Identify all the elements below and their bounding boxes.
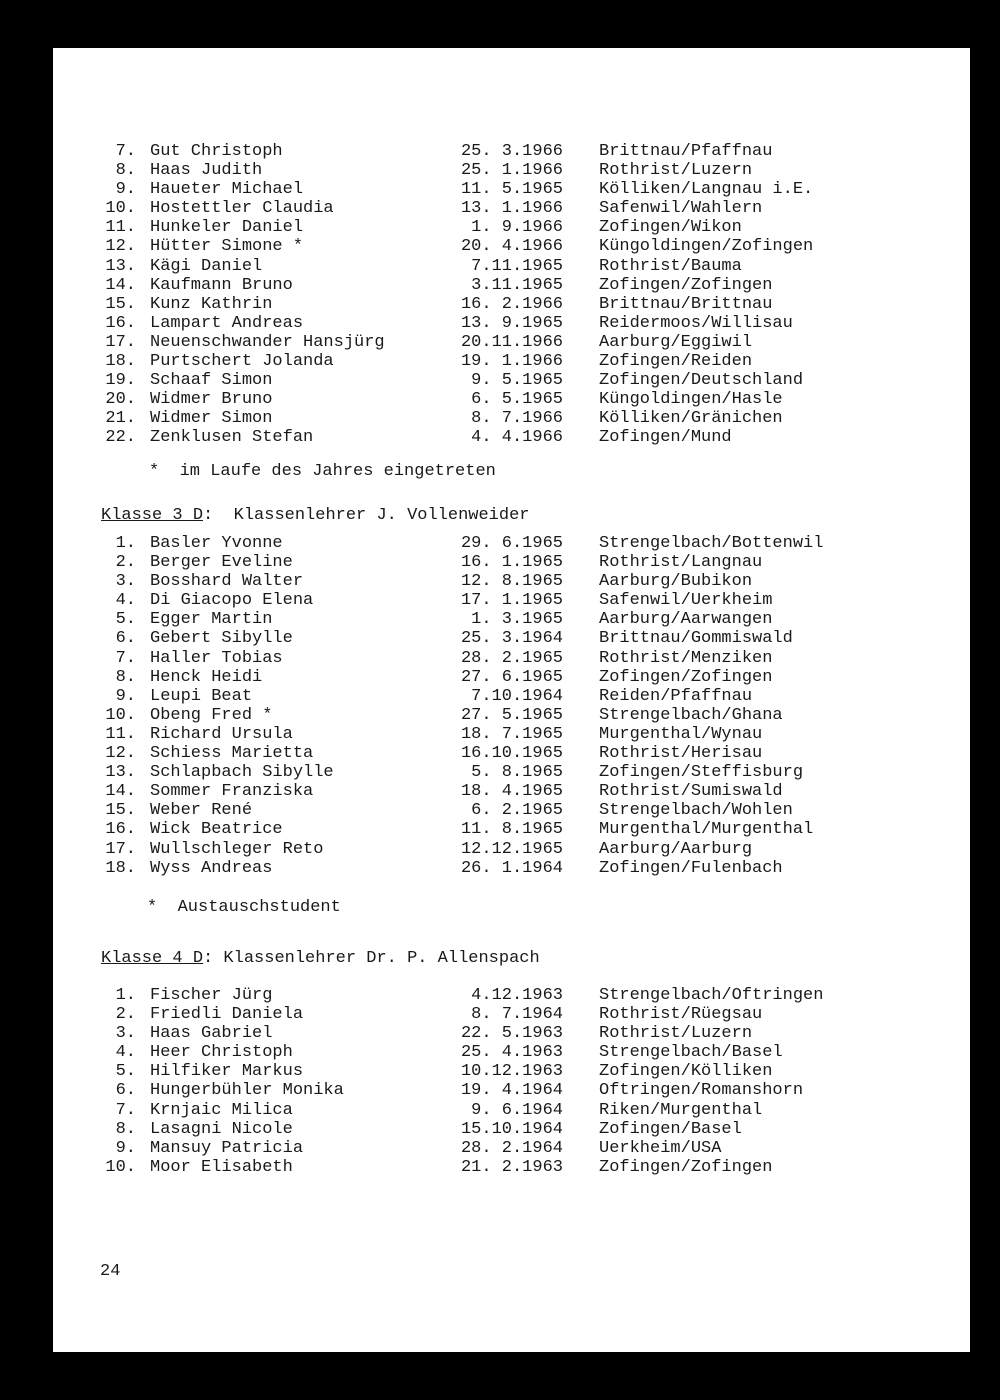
entry-name: Hostettler Claudia bbox=[150, 199, 334, 219]
entry-num: 8. bbox=[115, 161, 136, 181]
list-item bbox=[53, 572, 970, 591]
entry-num: 19. bbox=[105, 371, 136, 391]
entry-num: 2. bbox=[115, 553, 136, 573]
entry-name: Lampart Andreas bbox=[150, 313, 304, 333]
class-3d-list bbox=[53, 534, 970, 878]
document-page bbox=[53, 48, 970, 1352]
entry-num: 4. bbox=[115, 591, 136, 611]
list-item bbox=[53, 371, 970, 390]
footnote-joined: * im Laufe des Jahres eingetreten bbox=[149, 462, 496, 481]
entry-date: 16. 2.1966 bbox=[460, 294, 563, 314]
entry-date: 28. 2.1965 bbox=[460, 648, 563, 668]
entry-name: Richard Ursula bbox=[150, 724, 293, 744]
entry-name: Krnjaic Milica bbox=[150, 1100, 293, 1120]
entry-place: Rothrist/Rüegsau bbox=[599, 1005, 763, 1025]
entry-date: 21. 2.1963 bbox=[460, 1157, 563, 1177]
entry-date: 11. 8.1965 bbox=[460, 820, 563, 840]
entry-place: Rothrist/Menziken bbox=[599, 648, 773, 668]
entry-place: Küngoldingen/Hasle bbox=[599, 390, 783, 410]
entry-date: 19. 4.1964 bbox=[460, 1081, 563, 1101]
class-3d-heading bbox=[101, 506, 529, 525]
entry-name: Heer Christoph bbox=[150, 1043, 293, 1063]
entry-name: Lasagni Nicole bbox=[150, 1119, 293, 1139]
entry-place: Zofingen/Mund bbox=[599, 428, 732, 448]
entry-num: 7. bbox=[115, 1100, 136, 1120]
entry-place: Zofingen/Zofingen bbox=[599, 667, 773, 687]
entry-num: 18. bbox=[105, 352, 136, 372]
list-item bbox=[53, 333, 970, 352]
entry-date: 10.12.1963 bbox=[460, 1062, 563, 1082]
entry-num: 22. bbox=[105, 428, 136, 448]
entry-date: 20.11.1966 bbox=[460, 332, 563, 352]
entry-date: 8. 7.1966 bbox=[471, 409, 563, 429]
entry-name: Di Giacopo Elena bbox=[150, 591, 314, 611]
entry-name: Berger Eveline bbox=[150, 553, 293, 573]
list-item bbox=[53, 1005, 970, 1024]
entry-place: Zofingen/Steffisburg bbox=[599, 763, 804, 783]
entry-name: Weber René bbox=[150, 801, 253, 821]
entry-date: 12.12.1965 bbox=[460, 839, 563, 859]
list-item bbox=[53, 428, 970, 447]
entry-name: Haas Judith bbox=[150, 161, 263, 181]
entry-date: 6. 2.1965 bbox=[471, 801, 563, 821]
entry-place: Reidermoos/Willisau bbox=[599, 313, 793, 333]
entry-name: Gebert Sibylle bbox=[150, 629, 293, 649]
list-item bbox=[53, 591, 970, 610]
entry-place: Rothrist/Luzern bbox=[599, 161, 753, 181]
list-item bbox=[53, 763, 970, 782]
entry-place: Zofingen/Wikon bbox=[599, 218, 742, 238]
list-item bbox=[53, 390, 970, 409]
list-item bbox=[53, 1081, 970, 1100]
entry-place: Zofingen/Reiden bbox=[599, 352, 753, 372]
entry-num: 6. bbox=[115, 1081, 136, 1101]
entry-name: Gut Christoph bbox=[150, 142, 283, 161]
entry-place: Aarburg/Eggiwil bbox=[599, 332, 753, 352]
entry-name: Neuenschwander Hansjürg bbox=[150, 332, 385, 352]
entry-place: Zofingen/Kölliken bbox=[599, 1062, 773, 1082]
list-item bbox=[53, 553, 970, 572]
entry-date: 17. 1.1965 bbox=[460, 591, 563, 611]
entry-name: Kunz Kathrin bbox=[150, 294, 273, 314]
entry-date: 13. 9.1965 bbox=[460, 313, 563, 333]
entry-place: Oftringen/Romanshorn bbox=[599, 1081, 804, 1101]
entry-place: Strengelbach/Ghana bbox=[599, 705, 783, 725]
entry-place: Brittnau/Gommiswald bbox=[599, 629, 793, 649]
list-item bbox=[53, 180, 970, 199]
entry-place: Rothrist/Luzern bbox=[599, 1024, 753, 1044]
list-item bbox=[53, 314, 970, 333]
class-4d-list bbox=[53, 986, 970, 1177]
entry-date: 1. 3.1965 bbox=[471, 610, 563, 630]
entry-num: 14. bbox=[105, 782, 136, 802]
entry-place: Aarburg/Aarwangen bbox=[599, 610, 773, 630]
entry-date: 27. 6.1965 bbox=[460, 667, 563, 687]
entry-date: 16.10.1965 bbox=[460, 744, 563, 764]
list-item bbox=[53, 199, 970, 218]
entry-name: Hungerbühler Monika bbox=[150, 1081, 344, 1101]
entry-date: 20. 4.1966 bbox=[460, 237, 563, 257]
list-item bbox=[53, 687, 970, 706]
entry-date: 22. 5.1963 bbox=[460, 1024, 563, 1044]
list-item bbox=[53, 629, 970, 648]
entry-date: 12. 8.1965 bbox=[460, 572, 563, 592]
entry-date: 8. 7.1964 bbox=[471, 1005, 563, 1025]
entry-num: 13. bbox=[105, 763, 136, 783]
entry-num: 12. bbox=[105, 237, 136, 257]
entry-date: 26. 1.1964 bbox=[460, 858, 563, 878]
page-number: 24 bbox=[100, 1262, 121, 1281]
list-item bbox=[53, 725, 970, 744]
entry-name: Wyss Andreas bbox=[150, 858, 273, 878]
entry-place: Kölliken/Langnau i.E. bbox=[599, 180, 814, 200]
entry-date: 7.11.1965 bbox=[471, 256, 563, 276]
entry-place: Aarburg/Bubikon bbox=[599, 572, 753, 592]
entry-num: 1. bbox=[115, 986, 136, 1005]
list-item bbox=[53, 257, 970, 276]
list-item bbox=[53, 1139, 970, 1158]
entry-name: Basler Yvonne bbox=[150, 534, 283, 553]
entry-date: 25. 3.1964 bbox=[460, 629, 563, 649]
list-item bbox=[53, 820, 970, 839]
entry-date: 3.11.1965 bbox=[471, 275, 563, 295]
entry-date: 28. 2.1964 bbox=[460, 1138, 563, 1158]
entry-name: Wick Beatrice bbox=[150, 820, 283, 840]
entry-name: Moor Elisabeth bbox=[150, 1157, 293, 1177]
list-item bbox=[53, 1158, 970, 1177]
entry-name: Mansuy Patricia bbox=[150, 1138, 304, 1158]
class-list-continued bbox=[53, 142, 970, 448]
list-item bbox=[53, 295, 970, 314]
entry-num: 12. bbox=[105, 744, 136, 764]
entry-name: Bosshard Walter bbox=[150, 572, 304, 592]
list-item bbox=[53, 1101, 970, 1120]
entry-name: Egger Martin bbox=[150, 610, 273, 630]
entry-name: Widmer Simon bbox=[150, 409, 273, 429]
entry-date: 25. 1.1966 bbox=[460, 161, 563, 181]
entry-name: Widmer Bruno bbox=[150, 390, 273, 410]
entry-date: 18. 4.1965 bbox=[460, 782, 563, 802]
entry-date: 27. 5.1965 bbox=[460, 705, 563, 725]
entry-num: 18. bbox=[105, 858, 136, 878]
entry-place: Safenwil/Wahlern bbox=[599, 199, 763, 219]
entry-name: Friedli Daniela bbox=[150, 1005, 304, 1025]
entry-date: 19. 1.1966 bbox=[460, 352, 563, 372]
entry-name: Schiess Marietta bbox=[150, 744, 314, 764]
class-4d-heading bbox=[101, 949, 540, 968]
entry-name: Kaufmann Bruno bbox=[150, 275, 293, 295]
entry-place: Brittnau/Brittnau bbox=[599, 294, 773, 314]
entry-date: 18. 7.1965 bbox=[460, 724, 563, 744]
entry-place: Strengelbach/Bottenwil bbox=[599, 534, 824, 553]
entry-date: 29. 6.1965 bbox=[460, 534, 563, 553]
entry-date: 15.10.1964 bbox=[460, 1119, 563, 1139]
entry-num: 9. bbox=[115, 686, 136, 706]
entry-num: 17. bbox=[105, 839, 136, 859]
class-3d-teacher: : Klassenlehrer J. Vollenweider bbox=[203, 506, 530, 525]
list-item bbox=[53, 237, 970, 256]
list-item bbox=[53, 1062, 970, 1081]
entry-place: Aarburg/Aarburg bbox=[599, 839, 753, 859]
entry-name: Hütter Simone * bbox=[150, 237, 304, 257]
list-item bbox=[53, 1024, 970, 1043]
entry-name: Fischer Jürg bbox=[150, 986, 273, 1005]
class-3d-label: Klasse 3 D bbox=[101, 506, 204, 525]
entry-place: Zofingen/Zofingen bbox=[599, 275, 773, 295]
entry-place: Brittnau/Pfaffnau bbox=[599, 142, 773, 161]
entry-place: Zofingen/Zofingen bbox=[599, 1157, 773, 1177]
class-4d-teacher: : Klassenlehrer Dr. P. Allenspach bbox=[203, 949, 540, 968]
entry-num: 16. bbox=[105, 820, 136, 840]
entry-num: 14. bbox=[105, 275, 136, 295]
entry-num: 3. bbox=[115, 572, 136, 592]
entry-num: 11. bbox=[105, 218, 136, 238]
list-item bbox=[53, 218, 970, 237]
entry-num: 10. bbox=[105, 705, 136, 725]
list-item bbox=[53, 840, 970, 859]
entry-date: 25. 3.1966 bbox=[460, 142, 563, 161]
entry-num: 5. bbox=[115, 1062, 136, 1082]
entry-num: 5. bbox=[115, 610, 136, 630]
list-item bbox=[53, 706, 970, 725]
entry-place: Küngoldingen/Zofingen bbox=[599, 237, 814, 257]
list-item bbox=[53, 534, 970, 553]
entry-num: 15. bbox=[105, 801, 136, 821]
class-4d-label: Klasse 4 D bbox=[101, 949, 204, 968]
entry-date: 4. 4.1966 bbox=[471, 428, 563, 448]
entry-num: 3. bbox=[115, 1024, 136, 1044]
entry-num: 10. bbox=[105, 199, 136, 219]
entry-num: 10. bbox=[105, 1157, 136, 1177]
entry-place: Rothrist/Langnau bbox=[599, 553, 763, 573]
entry-place: Uerkheim/USA bbox=[599, 1138, 722, 1158]
list-item bbox=[53, 1120, 970, 1139]
entry-place: Rothrist/Bauma bbox=[599, 256, 742, 276]
list-item bbox=[53, 409, 970, 428]
entry-num: 2. bbox=[115, 1005, 136, 1025]
entry-num: 17. bbox=[105, 332, 136, 352]
entry-name: Haller Tobias bbox=[150, 648, 283, 668]
entry-num: 8. bbox=[115, 1119, 136, 1139]
entry-place: Strengelbach/Oftringen bbox=[599, 986, 824, 1005]
list-item bbox=[53, 744, 970, 763]
entry-place: Kölliken/Gränichen bbox=[599, 409, 783, 429]
entry-num: 15. bbox=[105, 294, 136, 314]
list-item bbox=[53, 276, 970, 295]
entry-num: 16. bbox=[105, 313, 136, 333]
entry-name: Purtschert Jolanda bbox=[150, 352, 334, 372]
entry-num: 6. bbox=[115, 629, 136, 649]
list-item bbox=[53, 859, 970, 878]
entry-name: Kägi Daniel bbox=[150, 256, 263, 276]
footnote-exchange: * Austauschstudent bbox=[147, 898, 341, 917]
entry-date: 6. 5.1965 bbox=[471, 390, 563, 410]
entry-name: Zenklusen Stefan bbox=[150, 428, 314, 448]
entry-num: 1. bbox=[115, 534, 136, 553]
entry-num: 4. bbox=[115, 1043, 136, 1063]
entry-name: Wullschleger Reto bbox=[150, 839, 324, 859]
entry-place: Zofingen/Fulenbach bbox=[599, 858, 783, 878]
entry-name: Haueter Michael bbox=[150, 180, 304, 200]
entry-date: 9. 6.1964 bbox=[471, 1100, 563, 1120]
entry-num: 13. bbox=[105, 256, 136, 276]
entry-name: Hilfiker Markus bbox=[150, 1062, 304, 1082]
entry-num: 21. bbox=[105, 409, 136, 429]
entry-date: 7.10.1964 bbox=[471, 686, 563, 706]
entry-name: Henck Heidi bbox=[150, 667, 263, 687]
entry-name: Hunkeler Daniel bbox=[150, 218, 304, 238]
entry-place: Zofingen/Deutschland bbox=[599, 371, 804, 391]
entry-place: Murgenthal/Murgenthal bbox=[599, 820, 814, 840]
entry-name: Schlapbach Sibylle bbox=[150, 763, 334, 783]
entry-place: Rothrist/Sumiswald bbox=[599, 782, 783, 802]
entry-place: Reiden/Pfaffnau bbox=[599, 686, 753, 706]
list-item bbox=[53, 801, 970, 820]
entry-place: Strengelbach/Basel bbox=[599, 1043, 783, 1063]
entry-date: 5. 8.1965 bbox=[471, 763, 563, 783]
entry-name: Leupi Beat bbox=[150, 686, 253, 706]
list-item bbox=[53, 1043, 970, 1062]
entry-name: Sommer Franziska bbox=[150, 782, 314, 802]
entry-num: 20. bbox=[105, 390, 136, 410]
entry-date: 13. 1.1966 bbox=[460, 199, 563, 219]
entry-place: Zofingen/Basel bbox=[599, 1119, 742, 1139]
entry-date: 9. 5.1965 bbox=[471, 371, 563, 391]
entry-date: 1. 9.1966 bbox=[471, 218, 563, 238]
entry-place: Rothrist/Herisau bbox=[599, 744, 763, 764]
entry-num: 7. bbox=[115, 142, 136, 161]
entry-name: Haas Gabriel bbox=[150, 1024, 273, 1044]
list-item bbox=[53, 610, 970, 629]
entry-num: 9. bbox=[115, 180, 136, 200]
entry-num: 8. bbox=[115, 667, 136, 687]
entry-place: Murgenthal/Wynau bbox=[599, 724, 763, 744]
entry-date: 11. 5.1965 bbox=[460, 180, 563, 200]
entry-date: 16. 1.1965 bbox=[460, 553, 563, 573]
entry-num: 9. bbox=[115, 1138, 136, 1158]
entry-place: Strengelbach/Wohlen bbox=[599, 801, 793, 821]
entry-name: Schaaf Simon bbox=[150, 371, 273, 391]
list-item bbox=[53, 986, 970, 1005]
entry-date: 25. 4.1963 bbox=[460, 1043, 563, 1063]
list-item bbox=[53, 649, 970, 668]
entry-place: Riken/Murgenthal bbox=[599, 1100, 763, 1120]
entry-place: Safenwil/Uerkheim bbox=[599, 591, 773, 611]
list-item bbox=[53, 782, 970, 801]
entry-name: Obeng Fred * bbox=[150, 705, 273, 725]
list-item bbox=[53, 142, 970, 161]
list-item bbox=[53, 668, 970, 687]
entry-date: 4.12.1963 bbox=[471, 986, 563, 1005]
entry-num: 11. bbox=[105, 724, 136, 744]
list-item bbox=[53, 161, 970, 180]
entry-num: 7. bbox=[115, 648, 136, 668]
list-item bbox=[53, 352, 970, 371]
